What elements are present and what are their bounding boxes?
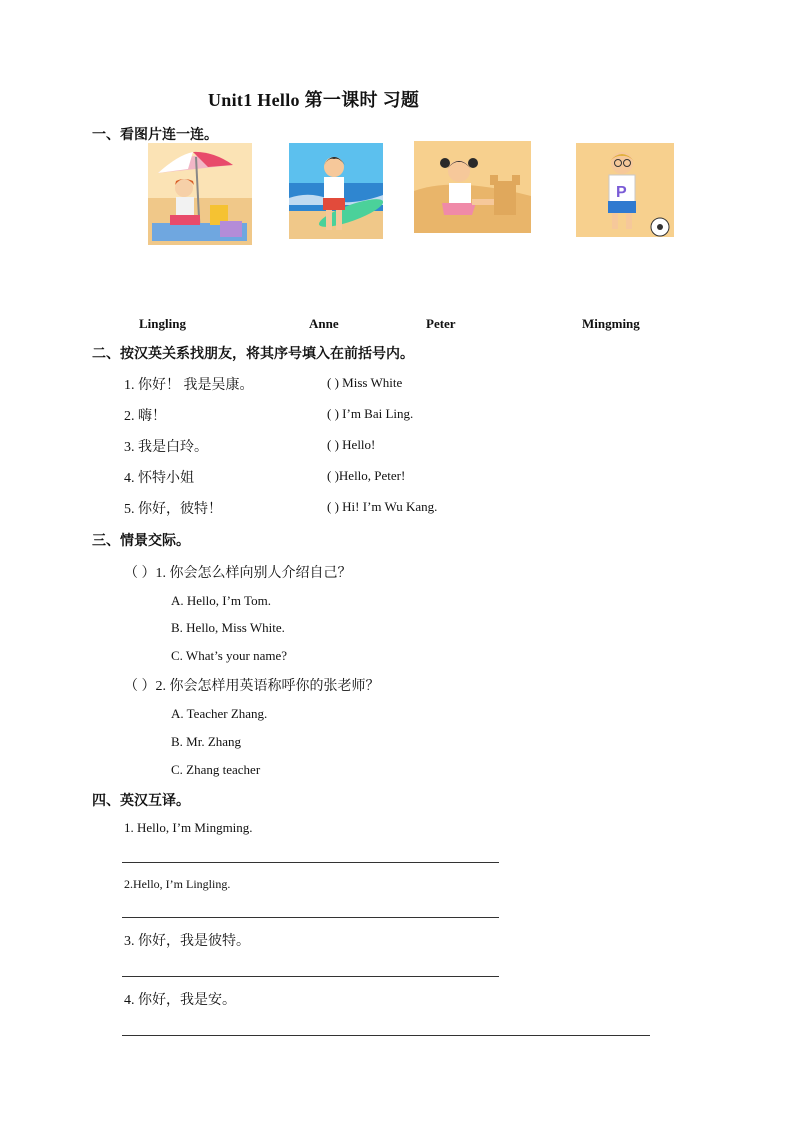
match-en-3[interactable]: ( ) Hello! xyxy=(327,437,376,452)
match-en-1[interactable]: ( ) Miss White xyxy=(327,375,403,390)
answer-line-1[interactable] xyxy=(122,862,499,863)
q1-option-b: B. Hello, Miss White. xyxy=(171,620,285,635)
name-peter: Peter xyxy=(426,316,456,331)
name-lingling: Lingling xyxy=(139,316,186,331)
match-cn-5: 5. 你好，彼特！ xyxy=(124,502,222,517)
boy-football-picture xyxy=(576,143,674,237)
match-en-4[interactable]: ( )Hello, Peter! xyxy=(327,468,406,483)
name-mingming: Mingming xyxy=(582,316,640,331)
q2-option-a: A. Teacher Zhang. xyxy=(171,706,268,721)
svg-text:P: P xyxy=(616,184,627,201)
q2-option-c: C. Zhang teacher xyxy=(171,762,261,777)
answer-line-3[interactable] xyxy=(122,976,499,977)
page-title: Unit1 Hello 第一课时 习题 xyxy=(208,90,420,110)
section-4-heading: 四、英汉互译。 xyxy=(92,794,190,809)
boy-surfboard-picture xyxy=(289,143,383,239)
translate-item-1: 1. Hello, I’m Mingming. xyxy=(124,820,253,835)
q2-option-b: B. Mr. Zhang xyxy=(171,734,242,749)
girl-sandcastle-picture xyxy=(414,141,531,233)
match-cn-3: 3. 我是白玲。 xyxy=(124,440,208,455)
q1-option-c: C. What’s your name? xyxy=(171,648,288,663)
match-en-5[interactable]: ( ) Hi! I’m Wu Kang. xyxy=(327,499,438,514)
question-1[interactable]: （ ）1. 你会怎么样向别人介绍自己？ xyxy=(124,566,352,581)
answer-line-4[interactable] xyxy=(122,1035,650,1036)
match-cn-4: 4. 怀特小姐 xyxy=(124,471,194,486)
match-cn-1: 1. 你好！ 我是吴康。 xyxy=(124,378,254,393)
translate-item-4: 4. 你好，我是安。 xyxy=(124,993,236,1008)
section-2-heading: 二、按汉英关系找朋友，将其序号填入在前括号内。 xyxy=(92,347,414,362)
translate-item-3: 3. 你好，我是彼特。 xyxy=(124,934,250,949)
match-en-2[interactable]: ( ) I’m Bai Ling. xyxy=(327,406,414,421)
name-anne: Anne xyxy=(309,316,339,331)
match-cn-2: 2. 嗨！ xyxy=(124,409,166,424)
answer-line-2[interactable] xyxy=(122,917,499,918)
translate-item-2: 2.Hello, I’m Lingling. xyxy=(124,877,231,891)
section-1-heading: 一、看图片连一连。 xyxy=(92,128,218,143)
section-3-heading: 三、情景交际。 xyxy=(92,534,190,549)
question-2[interactable]: （ ）2. 你会怎样用英语称呼你的张老师？ xyxy=(124,679,380,694)
girl-reading-beach-picture xyxy=(148,143,252,245)
q1-option-a: A. Hello, I’m Tom. xyxy=(171,593,271,608)
